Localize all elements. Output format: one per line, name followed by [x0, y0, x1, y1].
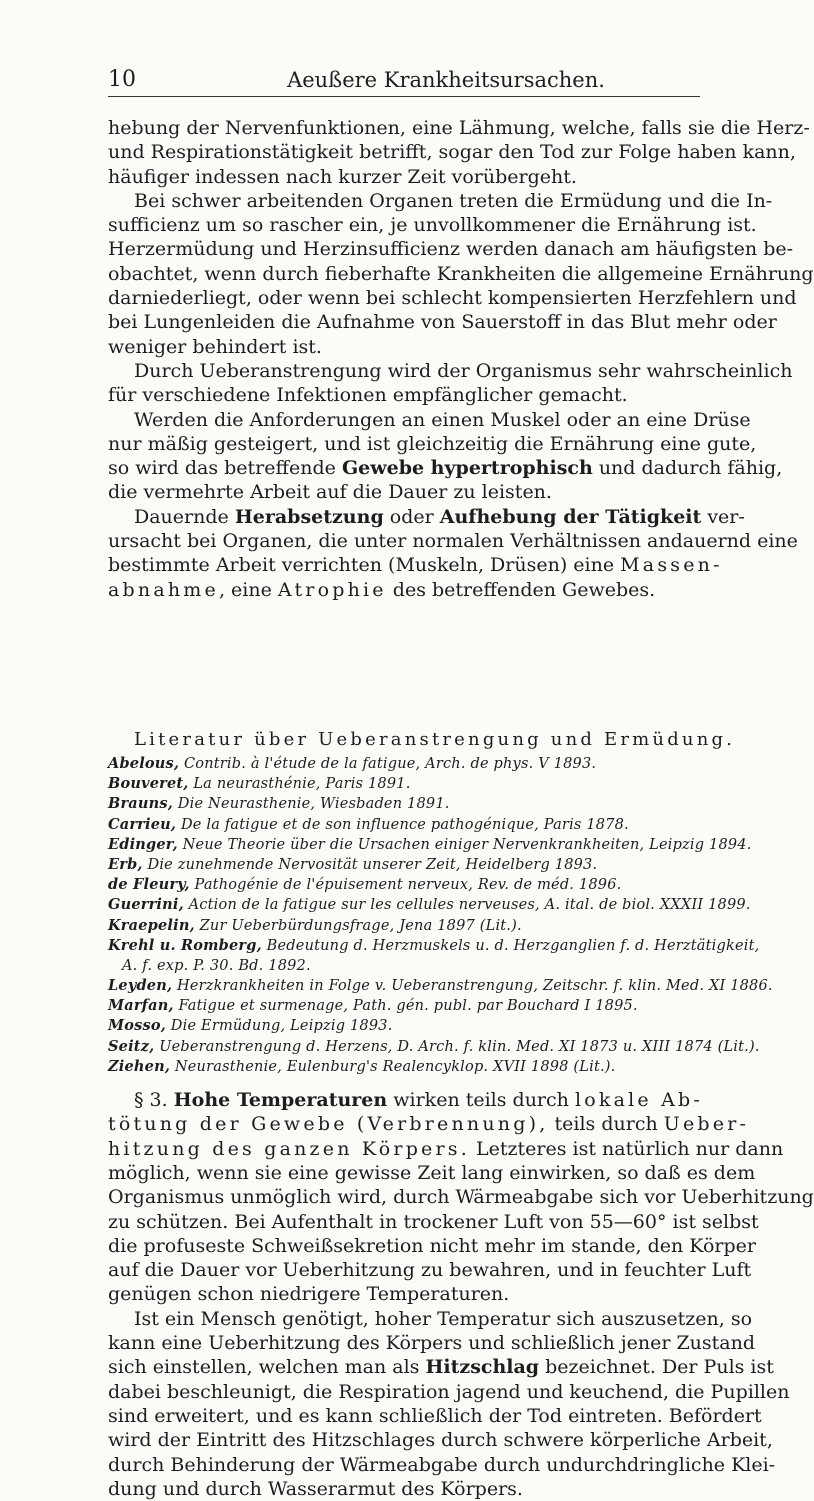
text-line: kann eine Ueberhitzung des Körpers und schließlich jener Zustand	[108, 1332, 756, 1355]
literature-entry	[108, 794, 700, 814]
text-line	[108, 1137, 784, 1161]
literature-entry	[108, 996, 700, 1016]
literature-work: Ueberanstrengung d. Herzens, D. Arch. f. klin. Med. XI 1873 u. XIII 1874 (Lit.).	[154, 1038, 760, 1055]
literature-work: Pathogénie de l'épuisement nerveux, Rev. de méd. 1896.	[189, 877, 622, 894]
text-line: nur mäßig gesteigert, und ist gleichzeitig die Ernährung eine gute,	[108, 432, 757, 455]
text-line: und Respirationstätigkeit betrifft, sogar den Tod zur Folge haben kann,	[108, 141, 796, 164]
spaced-term-ueberhitzung: hitzung des ganzen Körpers.	[108, 1137, 470, 1160]
literature-entry	[108, 1057, 700, 1077]
literature-work: La neurasthénie, Paris 1891.	[188, 776, 411, 793]
text-line: sind erweitert, und es kann schließlich der Tod eintreten. Befördert	[108, 1404, 762, 1427]
bold-term-aufhebung: Aufhebung der Tätigkeit	[439, 505, 702, 528]
literature-author: Erb,	[108, 855, 143, 873]
text-run: des betreffenden Gewebes.	[386, 578, 656, 601]
text-line: durch Behinderung der Wärmeabgabe durch undurchdringliche Klei-	[108, 1453, 776, 1476]
text-run: ver-	[701, 505, 745, 528]
text-run: Letzteres ist natürlich nur dann	[469, 1137, 784, 1160]
literature-entry	[108, 1016, 700, 1036]
text-line: bei Lungenleiden die Aufnahme von Sauerstoff in das Blut mehr oder	[108, 311, 777, 334]
literature-work: Die Neurasthenie, Wiesbaden 1891.	[173, 796, 450, 813]
literature-work: Neurasthenie, Eulenburg's Realencyklop. XVII 1898 (Lit.).	[170, 1058, 616, 1075]
literature-author: Guerrini,	[108, 896, 184, 914]
literature-author: Bouveret,	[108, 775, 189, 793]
text-run: bestimmte Arbeit verrichten (Muskeln, Drüsen) eine	[108, 554, 615, 577]
text-line: ursacht bei Organen, die unter normalen Verhältnissen andauernd eine	[108, 530, 798, 553]
text-line: möglich, wenn sie eine gewisse Zeit lang einwirken, so daß es dem	[108, 1162, 756, 1184]
literature-entry	[108, 815, 700, 835]
text-line: für verschiedene Infektionen empfänglicher gemacht.	[108, 384, 628, 407]
text-run: teils durch	[548, 1113, 664, 1136]
literature-author: Mosso,	[108, 1017, 166, 1035]
text-run: und dadurch fähig,	[592, 457, 783, 480]
bold-term-hohe-temperaturen: Hohe Temperaturen	[173, 1089, 388, 1111]
section-number: § 3.	[134, 1089, 168, 1111]
spaced-term-abnahme: abnahme	[108, 578, 219, 601]
page-number: 10	[108, 67, 136, 92]
text-line-section-start	[108, 1088, 703, 1112]
literature-entry	[108, 835, 752, 855]
literature-entry	[108, 895, 751, 915]
literature-work: Die zunehmende Nervosität unserer Zeit, Heidelberg 1893.	[142, 856, 598, 873]
literature-author: Ziehen,	[108, 1057, 171, 1075]
text-line: Organismus unmöglich wird, durch Wärmeabgabe sich vor Ueberhitzung	[108, 1186, 814, 1209]
literature-entry	[108, 774, 700, 794]
text-line: darniederliegt, oder wenn bei schlecht kompensierten Herzfehlern und	[108, 287, 797, 310]
bold-term-hitzschlag: Hitzschlag	[425, 1356, 540, 1379]
text-line: Werden die Anforderungen an einen Muskel oder an eine Drüse	[134, 408, 751, 431]
literature-work: Fatigue et surmenage, Path. gén. publ. par Bouchard I 1895.	[173, 998, 638, 1015]
spaced-term-atrophie: Atrophie	[277, 578, 387, 601]
literature-author: Krehl u. Romberg,	[108, 936, 262, 954]
text-line: auf die Dauer vor Ueberhitzung zu bewahren, und in feuchter Luft	[108, 1259, 752, 1282]
text-line-massen	[108, 553, 723, 577]
running-title: Aeußere Krankheitsursachen.	[287, 68, 605, 92]
literature-list	[108, 754, 773, 1077]
literature-work: Die Ermüdung, Leipzig 1893.	[165, 1018, 393, 1035]
text-run: sich einstellen, welchen man als	[108, 1356, 426, 1379]
text-line-atrophie	[108, 578, 700, 602]
literature-author: Carrieu,	[108, 815, 177, 833]
text-line-dauernde	[108, 505, 745, 529]
spaced-term-ueber: Ueber-	[663, 1113, 750, 1136]
literature-work: A. f. exp. P. 30. Bd. 1892.	[122, 957, 311, 974]
text-line: dabei beschleunigt, die Respiration jagend und keuchend, die Pupillen	[108, 1380, 790, 1403]
text-line: dung und durch Wasserarmut des Körpers.	[108, 1477, 523, 1500]
literature-author: Marfan,	[108, 997, 174, 1015]
literature-entry	[108, 754, 700, 774]
text-run: , eine	[218, 578, 278, 601]
literature-work: Herzkrankheiten in Folge v. Ueberanstrengung, Zeitschr. f. klin. Med. XI 1886.	[172, 978, 773, 995]
literature-heading: Literatur über Ueberanstrengung und Ermüdung.	[134, 729, 736, 750]
text-line: weniger behindert ist.	[108, 335, 322, 358]
text-line-hypertrophy	[108, 456, 783, 480]
literature-author: de Fleury,	[108, 876, 190, 894]
literature-entry	[108, 875, 700, 895]
paragraph-block-heatstroke	[108, 1161, 814, 1501]
text-line: die vermehrte Arbeit auf die Dauer zu leisten.	[108, 481, 552, 504]
bold-term-hypertrophy: Gewebe hypertrophisch	[341, 457, 593, 480]
literature-entry	[108, 855, 700, 875]
literature-entry	[108, 956, 700, 976]
text-run: Dauernde	[134, 505, 235, 528]
page-header	[108, 66, 700, 96]
text-line: zu schützen. Bei Aufenthalt in trockener Luft von 55—60° ist selbst	[108, 1210, 759, 1233]
paragraph-block-temperature	[108, 1088, 703, 1112]
header-rule	[108, 96, 700, 97]
literature-work: De la fatigue et de son influence pathogénique, Paris 1878.	[176, 816, 629, 833]
literature-author: Edinger,	[108, 835, 178, 853]
spaced-term-massen: Massen-	[620, 554, 723, 577]
literature-work: Bedeutung d. Herzmuskels u. d. Herzganglien f. d. Herztätigkeit,	[261, 937, 760, 954]
spaced-term-lokale-abtoetung: lokale Ab-	[574, 1089, 703, 1111]
text-line: wird der Eintritt des Hitzschlages durch schwere körperliche Arbeit,	[108, 1429, 773, 1452]
text-run: wirken teils durch	[387, 1089, 569, 1111]
spaced-term-verbrennung: tötung der Gewebe (Verbrennung),	[108, 1113, 549, 1136]
text-line-hitzschlag	[108, 1355, 774, 1379]
text-line: obachtet, wenn durch fieberhafte Krankheiten die allgemeine Ernährung	[108, 262, 814, 285]
literature-author: Kraepelin,	[108, 916, 195, 934]
literature-work: Contrib. à l'étude de la fatigue, Arch. de phys. V 1893.	[179, 756, 597, 772]
literature-author: Abelous,	[108, 755, 180, 772]
literature-author: Leyden,	[108, 977, 173, 995]
literature-entry	[108, 1037, 760, 1057]
literature-work: Zur Ueberbürdungsfrage, Jena 1897 (Lit.).	[194, 917, 522, 934]
text-line: Ist ein Mensch genötigt, hoher Temperatur sich auszusetzen, so	[134, 1307, 753, 1330]
text-line: hebung der Nervenfunktionen, eine Lähmung, welche, falls sie die Herz-	[108, 117, 810, 139]
literature-author: Brauns,	[108, 795, 173, 813]
text-run: bezeichnet. Der Puls ist	[539, 1356, 774, 1379]
paragraph-block-temperature-cont	[108, 1112, 784, 1161]
bold-term-herabsetzung: Herabsetzung	[234, 505, 384, 528]
text-line: genügen schon niedrigere Temperaturen.	[108, 1283, 510, 1306]
paragraph-block-fatigue	[108, 116, 814, 602]
literature-entry	[108, 976, 773, 996]
text-run: oder	[383, 505, 440, 528]
text-line: die profuseste Schweißsekretion nicht mehr im stande, den Körper	[108, 1234, 757, 1257]
literature-author: Seitz,	[108, 1037, 155, 1055]
literature-work: Action de la fatigue sur les cellules nerveuses, A. ital. de biol. XXXII 1899.	[183, 897, 751, 914]
literature-work: Neue Theorie über die Ursachen einiger Nervenkrankheiten, Leipzig 1894.	[177, 836, 752, 853]
literature-entry	[108, 936, 760, 956]
text-line: Bei schwer arbeitenden Organen treten die Ermüdung und die In-	[134, 189, 773, 212]
text-run: so wird das betreffende	[108, 457, 342, 480]
literature-entry	[108, 916, 700, 936]
text-line: sufficienz um so rascher ein, je unvollkommener die Ernährung ist.	[108, 214, 757, 237]
text-line	[108, 1112, 750, 1136]
text-line: häufiger indessen nach kurzer Zeit vorübergeht.	[108, 165, 577, 188]
text-line: Herzermüdung und Herzinsufficienz werden danach am häufigsten be-	[108, 238, 794, 261]
text-line: Durch Ueberanstrengung wird der Organismus sehr wahrscheinlich	[134, 359, 793, 382]
